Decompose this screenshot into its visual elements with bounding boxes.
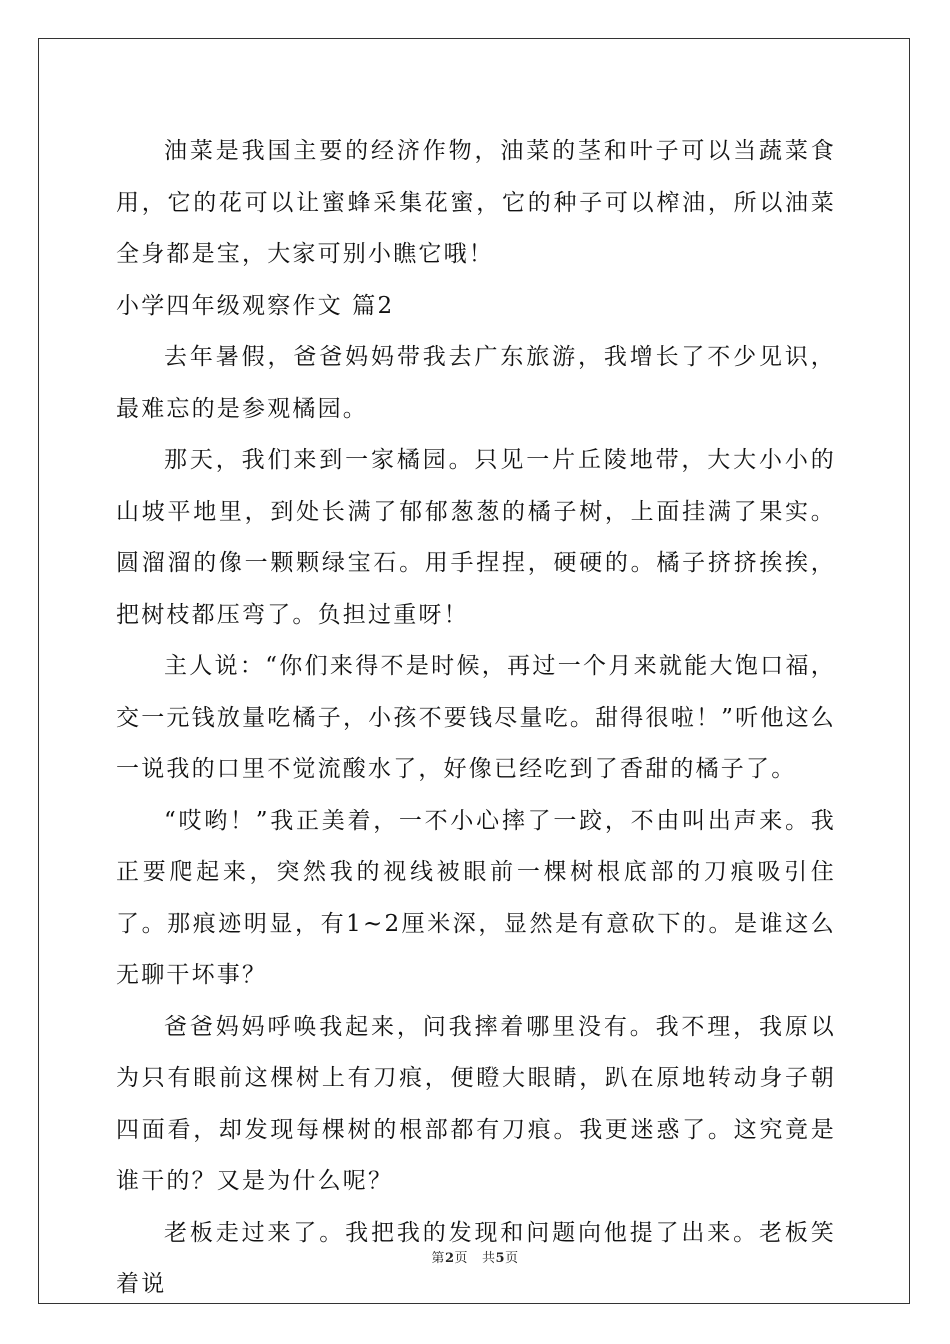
paragraph: “哎哟！”我正美着，一不小心摔了一跤，不由叫出声来。我正要爬起来，突然我的视线被眼前一棵树根底部的刀痕吸引住了。那痕迹明显，有1~2厘米深，显然是有意砍下的。是谁这么无聊干坏事？ xyxy=(116,807,836,988)
total-page-number: 5 xyxy=(495,1251,506,1266)
total-suffix: 页 xyxy=(505,1251,519,1266)
paragraph: 老板走过来了。我把我的发现和问题向他提了出来。老板笑着说 xyxy=(116,1219,836,1297)
paragraph: 那天，我们来到一家橘园。只见一片丘陵地带，大大小小的山坡平地里，到处长满了郁郁葱葱的橘子树，上面挂满了果实。圆溜溜的像一颗颗绿宝石。用手捏捏，硬硬的。橘子挤挤挨挨，把树枝都压弯了。负担过重呀！ xyxy=(116,447,836,628)
paragraph: 去年暑假，爸爸妈妈带我去广东旅游，我增长了不少见识，最难忘的是参观橘园。 xyxy=(116,344,836,422)
current-page-number: 2 xyxy=(444,1251,455,1266)
paragraph: 主人说：“你们来得不是时候，再过一个月来就能大饱口福，交一元钱放量吃橘子，小孩不要钱尽量吃。甜得很啦！”听他这么一说我的口里不觉流酸水了，好像已经吃到了香甜的橘子了。 xyxy=(116,653,836,782)
total-prefix: 共 xyxy=(482,1251,496,1266)
page-footer xyxy=(0,1247,950,1266)
page-suffix: 页 xyxy=(454,1251,468,1266)
document-body xyxy=(116,126,836,1311)
section-heading: 小学四年级观察作文 篇2 xyxy=(116,292,395,319)
paragraph: 油菜是我国主要的经济作物，油菜的茎和叶子可以当蔬菜食用，它的花可以让蜜蜂采集花蜜，它的种子可以榨油，所以油菜全身都是宝，大家可别小瞧它哦！ xyxy=(116,138,836,267)
page-prefix: 第 xyxy=(431,1251,445,1266)
paragraph: 爸爸妈妈呼唤我起来，问我摔着哪里没有。我不理，我原以为只有眼前这棵树上有刀痕，便瞪大眼睛，趴在原地转动身子朝四面看，却发现每棵树的根部都有刀痕。我更迷惑了。这究竟是谁干的？又是为什么呢？ xyxy=(116,1013,836,1194)
